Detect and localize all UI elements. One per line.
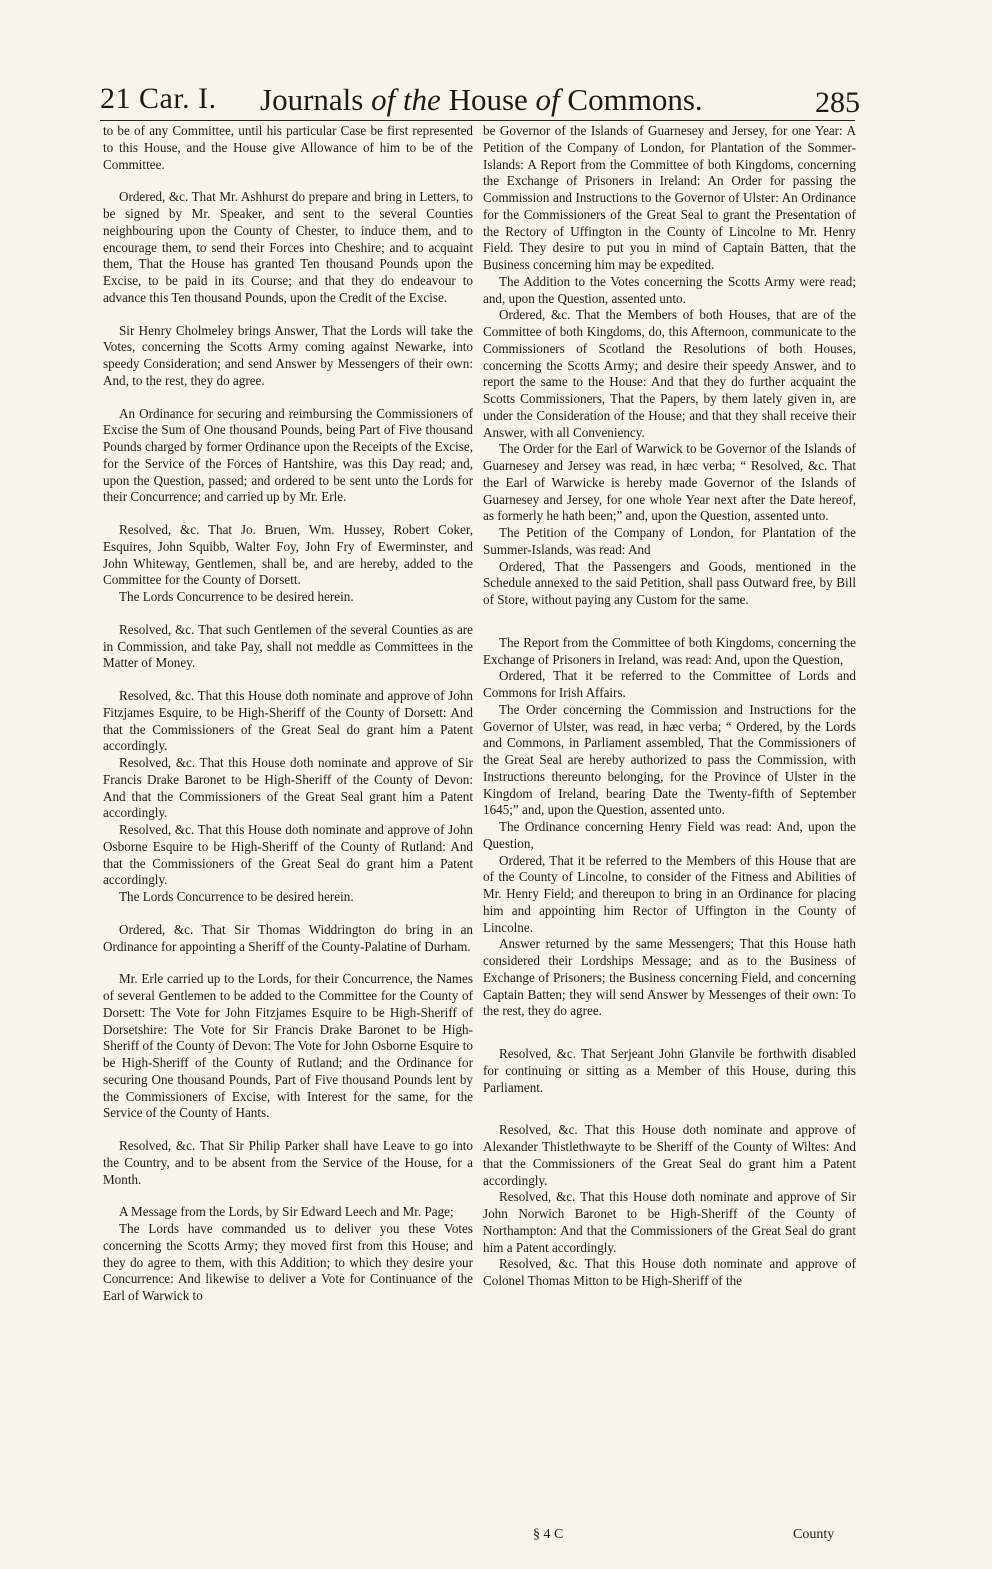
header-rule: [100, 120, 855, 121]
journal-title: [260, 82, 703, 118]
paragraph: Resolved, &c. That this House doth nominate and approve of Sir John Norwich Baronet to be High-Sheriff of the County of Northampton: And that the Commissioners of the Great Seal do grant him a Patent accordingly.: [483, 1189, 856, 1255]
paragraph: Resolved, &c. That Sir Philip Parker shall have Leave to go into the Country, and to be absent from the Service of the House, for a Month.: [103, 1138, 473, 1187]
running-header: [100, 78, 860, 126]
paragraph: The Lords Concurrence to be desired herein.: [119, 589, 354, 604]
paragraph: The Addition to the Votes concerning the Scotts Army were read; and, upon the Question, assented unto.: [483, 273, 856, 306]
paragraph: A Message from the Lords, by Sir Edward Leech and Mr. Page;: [119, 1204, 454, 1220]
paragraph: The Lords have commanded us to deliver you these Votes concerning the Scotts Army; they moved first from this House; and they do agree to them, with this Addition; to which they desire your Concurrence: And likewise to deliver a Vote for Continuance of the Earl of Warwick to: [103, 1221, 473, 1303]
paragraph: Ordered, &c. That the Members of both Houses, that are of the Committee of both Kingdoms, do, this Afternoon, communicate to the Commissioners of Scotland the Resolutions of both Houses, concerning the Scotts Army; and desire their speedy Answer, and to report the same to the House: And that they do further acquaint the Scotts Commissioners, That the Papers, by them lately given in, are under the Consideration of the House; and that they shall receive their Answer, with all Conveniency.: [483, 307, 856, 440]
signature-mark: § 4 C: [533, 1527, 564, 1542]
paragraph: The Ordinance concerning Henry Field was read: And, upon the Question,: [483, 819, 856, 851]
paragraph: Resolved, &c. That this House doth nominate and approve of Sir Francis Drake Baronet to be High-Sheriff of the County of Devon: And that the Commissioners of the Great Seal grant him a Patent accordingly.: [103, 755, 473, 821]
title-part: of the: [371, 82, 449, 117]
paragraph: The Order concerning the Commission and Instructions for the Governor of Ulster, was read, in hæc verba; “ Ordered, by the Lords and Commons, in Parliament assembled, That the Commissioners of the Great Seal are hereby authorized to pass the Commission, with Instructions thereunto belonging, for the Province of Ulster in the Kingdom of Ireland, bearing Date the Twenty-fifth of September 1645;” and, upon the Question, assented unto.: [483, 701, 856, 818]
paragraph: The Report from the Committee of both Kingdoms, concerning the Exchange of Prisoners in Ireland, was read: And, upon the Question,: [483, 634, 856, 667]
paragraph: An Ordinance for securing and reimbursing the Commissioners of Excise the Sum of One thousand Pounds, being Part of Five thousand Pounds charged by former Ordinance upon the Receipts of the Excise, for the Service of the Forces of Hantshire, was this Day read; and, upon the Question, passed; and ordered to be sent unto the Lords for their Concurrence; and carried up by Mr. Erle.: [103, 405, 473, 505]
regnal-year: 21 Car. I.: [100, 82, 217, 115]
paragraph: Answer returned by the same Messengers; That this House hath considered their Lordships Message; and as to the Business of Exchange of Prisoners; the Business concerning Field, and concerning Captain Batten; they will send Answer by Messenges of their own: To the rest, they do agree.: [483, 936, 856, 1019]
paragraph: The Order for the Earl of Warwick to be Governor of the Islands of Guarnesey and Jersey was read, in hæc verba; “ Resolved, &c. That the Earl of Warwicke is hereby made Governor of the Islands of Guarnesey and Jersey, for one whole Year next after the Date hereof, as formerly he hath been;” and, upon the Question, assented unto.: [483, 441, 856, 524]
right-column: [483, 123, 856, 1290]
paragraph: The Petition of the Company of London, for Plantation of the Summer-Islands, was read: And: [483, 525, 856, 557]
title-part: Commons.: [567, 82, 703, 117]
paragraph: to be of any Committee, until his particular Case be first represented to this House, and the House give Allowance of him to be of the Committee.: [103, 123, 473, 172]
paragraph: Resolved, &c. That such Gentlemen of the several Counties as are in Commission, and take Pay, shall not meddle as Committees in the Matter of Money.: [103, 621, 473, 671]
paragraph: The Lords Concurrence to be desired herein.: [119, 889, 354, 904]
paragraph: Resolved, &c. That this House doth nominate and approve of John Fitzjames Esquire, to be High-Sheriff of the County of Dorsett: And that the Commissioners of the Great Seal do grant him a Patent accordingly.: [103, 688, 473, 754]
title-part: Journals: [260, 82, 372, 117]
paragraph: Ordered, &c. That Mr. Ashhurst do prepare and bring in Letters, to be signed by Mr. Speaker, and sent to the several Counties neighbouring upon the County of Chester, to induce them, and to encourage them, to send their Forces into Cheshire; and to acquaint them, That the House has granted Ten thousand Pounds upon the Excise, to be paid in its Course; and that they do endeavour to advance this Ten thousand Pounds, upon the Credit of the Excise.: [103, 189, 473, 305]
title-part: House: [448, 82, 536, 117]
paragraph: Resolved, &c. That Serjeant John Glanvile be forthwith disabled for continuing or sitting as a Member of this House, during this Parliament.: [483, 1046, 856, 1095]
paragraph: Ordered, That it be referred to the Members of this House that are of the County of Lincolne, to consider of the Fitness and Abilities of Mr. Henry Field; and thereupon to bring in an Ordinance for placing him and appointing him Rector of Uffington in the County of Lincolne.: [483, 852, 856, 935]
paragraph: Resolved, &c. That this House doth nominate and approve of Alexander Thistlethwayte to be Sheriff of the County of Wiltes: And that the Commissioners of the Great Seal do grant him a Patent accordingly.: [483, 1122, 856, 1188]
paragraph: Ordered, That the Passengers and Goods, mentioned in the Schedule annexed to the said Petition, shall pass Outward free, by Bill of Store, without paying any Custom for the same.: [483, 558, 856, 607]
paragraph: be Governor of the Islands of Guarnesey and Jersey, for one Year: A Petition of the Company of London, for Plantation of the Sommer-Islands: A Report from the Committee of both Kingdoms, concerning the Exchange of Prisoners in Ireland: An Order for passing the Commission and Instructions to the Governor of Ulster: An Ordinance for the Commissioners of the Great Seal to grant the Presentation of the Rectory of Uffington in the County of Lincolne to Mr. Henry Field. They desire to put you in mind of Captain Batten, that the Business concerning him may be expedited.: [483, 123, 856, 272]
page-number: 285: [815, 86, 860, 119]
title-part: of: [535, 82, 568, 117]
paragraph: Ordered, &c. That Sir Thomas Widdrington do bring in an Ordinance for appointing a Sheriff of the County-Palatine of Durham.: [103, 921, 473, 954]
paragraph: Sir Henry Cholmeley brings Answer, That the Lords will take the Votes, concerning the Scotts Army coming against Newarke, into speedy Consideration; and send Answer by Messengers of their own: And, to the rest, they do agree.: [103, 322, 473, 388]
paragraph: Resolved, &c. That Jo. Bruen, Wm. Hussey, Robert Coker, Esquires, John Squibb, Walter Foy, John Fry of Ewerminster, and John Whiteway, Gentlemen, shall be, and are hereby, added to the Committee for the County of Dorsett.: [103, 522, 473, 588]
paragraph: Resolved, &c. That this House doth nominate and approve of John Osborne Esquire to be High-Sheriff of the County of Rutland: And that the Commissioners of the Great Seal do grant him a Patent accordingly.: [103, 822, 473, 888]
catchword: County: [793, 1527, 835, 1542]
paragraph: Ordered, That it be referred to the Committee of Lords and Commons for Irish Affairs.: [483, 668, 856, 700]
left-column: [103, 123, 473, 1305]
paragraph: Resolved, &c. That this House doth nominate and approve of Colonel Thomas Mitton to be High-Sheriff of the: [483, 1256, 856, 1288]
paragraph: Mr. Erle carried up to the Lords, for their Concurrence, the Names of several Gentlemen to be added to the Committee for the County of Dorsett: The Vote for John Fitzjames Esquire to be High-Sheriff of Dorsetshire: The Vote for Sir Francis Drake Baronet to be High-Sheriff of the County of Devon: The Vote for John Osborne Esquire to be High-Sheriff of the County of Rutland; and the Ordinance for securing One thousand Pounds, Part of Five thousand Pounds lent by the Commissioners of Excise, with Interest for the same, for the Service of the County of Hants.: [103, 971, 473, 1121]
